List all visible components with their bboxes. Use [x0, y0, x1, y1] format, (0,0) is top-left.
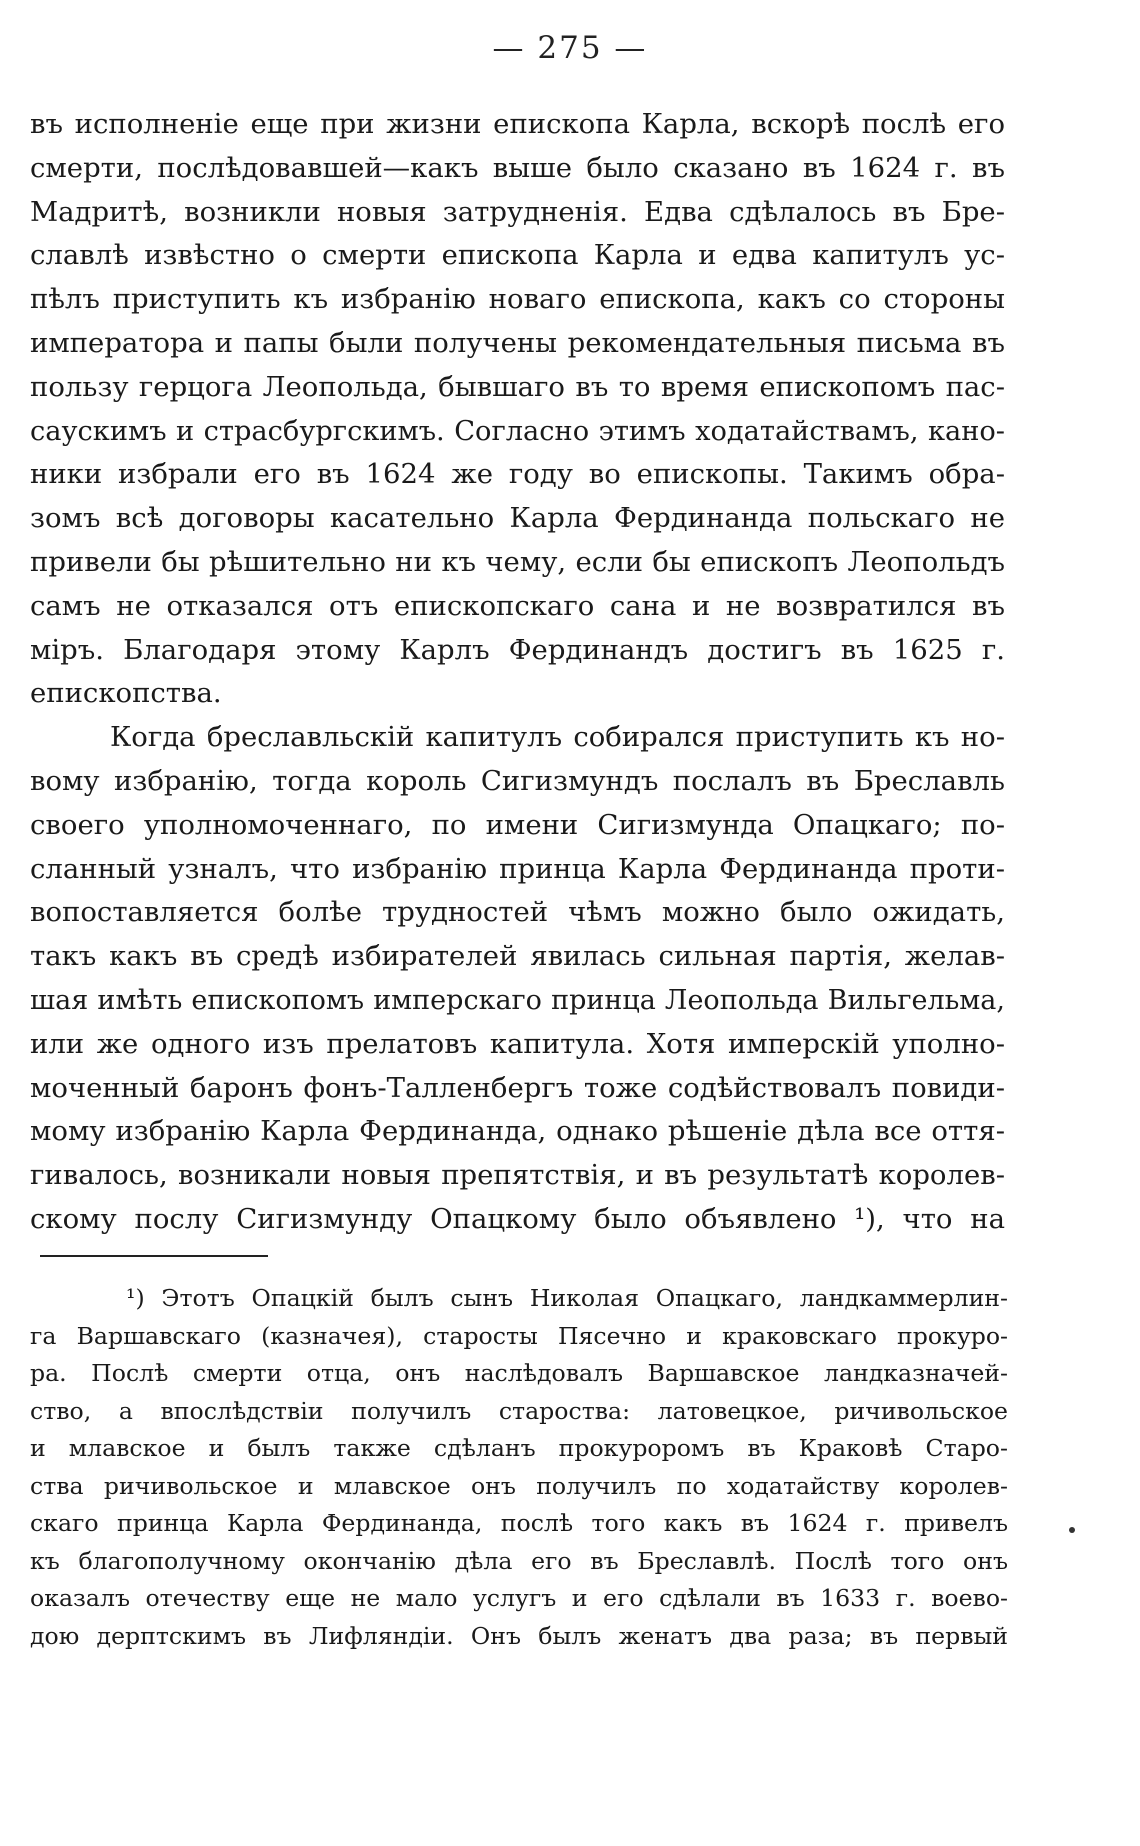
text-line: шая имѣть епископомъ имперскаго принца Леопольда Вильгельма,: [30, 984, 1005, 1016]
text-line: епископства.: [30, 677, 222, 710]
text-line: міръ. Благодаря этому Карлъ Фердинандъ достигъ въ 1625 г.: [30, 633, 1005, 666]
footnote-divider: [40, 1255, 268, 1257]
text-line: пользу герцога Леопольда, бывшаго въ то время епископомъ пас-: [30, 370, 1005, 403]
text-line: гивалось, возникали новыя препятствія, и въ результатѣ королев-: [30, 1159, 1005, 1192]
text-line: саускимъ и страсбургскимъ. Согласно этимъ ходатайствамъ, кано-: [30, 415, 1005, 447]
footnote-line: ства ричивольское и млавское онъ получилъ по ходатайству королев-: [30, 1471, 1008, 1500]
footnote-line: скаго принца Карла Фердинанда, послѣ того какъ въ 1624 г. привелъ: [30, 1509, 1008, 1537]
footnote-line: га Варшавскаго (казначея), старосты Пясечно и краковскаго прокуро-: [30, 1321, 1008, 1350]
text-line: славлѣ извѣстно о смерти епископа Карла и едва капитулъ ус-: [30, 239, 1005, 272]
text-line: скому послу Сигизмунду Опацкому было объявлено ¹), что на: [30, 1202, 1005, 1235]
text-line: императора и папы были получены рекомендательныя письма въ: [30, 326, 1005, 359]
text-line: моченный баронъ фонъ-Талленбергъ тоже содѣйствовалъ повиди-: [30, 1071, 1005, 1104]
footnote-line: дою дерптскимъ въ Лифляндіи. Онъ былъ женатъ два раза; въ первый: [30, 1621, 1008, 1650]
text-line: Когда бреславльскій капитулъ собирался приступить къ но-: [110, 721, 1005, 754]
footnote-line: ство, а впослѣдствіи получилъ староства: латовецкое, ричивольское: [30, 1396, 1008, 1425]
text-line: или же одного изъ прелатовъ капитула. Хотя имперскій уполно-: [30, 1027, 1005, 1060]
text-line: самъ не отказался отъ епископскаго сана и не возвратился въ: [30, 589, 1005, 622]
text-line: такъ какъ въ средѣ избирателей явилась сильная партія, желав-: [30, 940, 1005, 973]
footnote: [30, 1280, 1008, 1655]
text-line: привели бы рѣшительно ни къ чему, если бы епископъ Леопольдъ: [30, 545, 1005, 578]
text-line: сланный узналъ, что избранію принца Карла Фердинанда проти-: [30, 852, 1005, 885]
page-number: — 275 —: [492, 30, 648, 66]
text-line: мому избранію Карла Фердинанда, однако рѣшеніе дѣла все оття-: [30, 1115, 1005, 1148]
text-line: ники избрали его въ 1624 же году во епископы. Такимъ обра-: [30, 458, 1005, 491]
text-line: пѣлъ приступить къ избранію новаго епископа, какъ со стороны: [30, 283, 1005, 316]
text-line: зомъ всѣ договоры касательно Карла Фердинанда польскаго не: [30, 502, 1005, 535]
footnote-line: ра. Послѣ смерти отца, онъ наслѣдовалъ Варшавское ландказначей-: [30, 1359, 1008, 1387]
footnote-line: оказалъ отечеству еще не мало услугъ и его сдѣлали въ 1633 г. воево-: [30, 1584, 1008, 1612]
footnote-line: ¹) Этотъ Опацкій былъ сынъ Николая Опацкаго, ландкаммерлин-: [126, 1284, 1008, 1312]
text-line: смерти, послѣдовавшей—какъ выше было сказано въ 1624 г. въ: [30, 151, 1005, 184]
text-line: своего уполномоченнаго, по имени Сигизмунда Опацкаго; по-: [30, 808, 1005, 841]
text-line: вопоставляется болѣе трудностей чѣмъ можно было ожидать,: [30, 896, 1005, 929]
footnote-line: и млавское и былъ также сдѣланъ прокуроромъ въ Краковѣ Старо-: [30, 1434, 1008, 1462]
text-line: въ исполненіе еще при жизни епископа Карла, вскорѣ послѣ его: [30, 108, 1005, 140]
main-text: [30, 103, 1005, 1242]
footnote-line: къ благополучному окончанію дѣла его въ Бреславлѣ. Послѣ того онъ: [30, 1546, 1008, 1575]
ink-speck: [1069, 1527, 1075, 1533]
text-line: вому избранію, тогда король Сигизмундъ послалъ въ Бреславль: [30, 764, 1005, 797]
text-line: Мадритѣ, возникли новыя затрудненія. Едва сдѣлалось въ Бре-: [30, 195, 1005, 228]
